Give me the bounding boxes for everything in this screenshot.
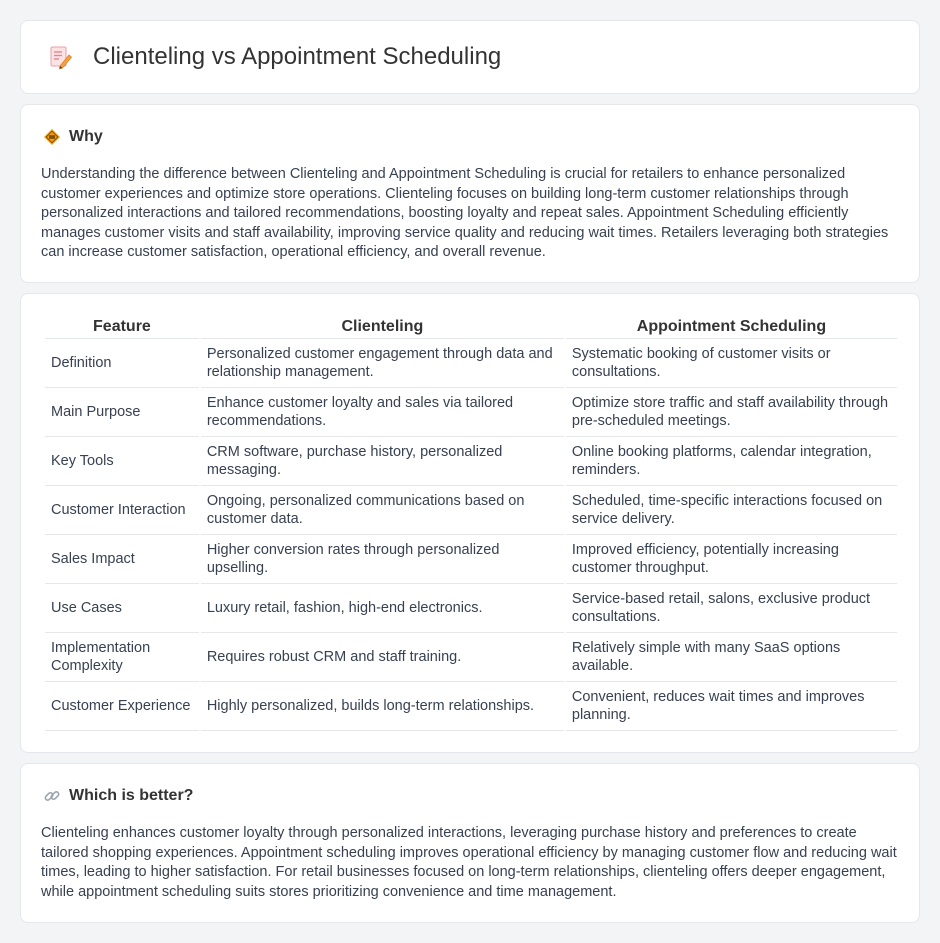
feature-cell: Customer Interaction — [45, 486, 199, 535]
why-card — [20, 104, 920, 283]
link-icon — [43, 787, 61, 805]
diamond-sign-icon — [43, 128, 61, 146]
clienteling-cell: Higher conversion rates through personalized upselling. — [201, 535, 564, 584]
feature-cell: Main Purpose — [45, 388, 199, 437]
better-heading: Which is better? — [69, 787, 194, 804]
table-row — [45, 437, 897, 486]
why-body: Understanding the difference between Clienteling and Appointment Scheduling is crucial for retailers to enhance personalized customer experiences and optimize store operations. Clienteling focuses on building long-term customer relationships through personalized interactions and tailored recommendations, boosting loyalty and repeat sales. Appointment Scheduling efficiently manages customer visits and staff availability, improving service quality and reducing wait times. Retailers leveraging both strategies can increase customer satisfaction, operational efficiency, and overall revenue. — [41, 166, 889, 261]
clienteling-cell: Luxury retail, fashion, high-end electronics. — [201, 584, 564, 633]
better-card — [20, 763, 920, 923]
appointment-cell: Optimize store traffic and staff availability through pre-scheduled meetings. — [566, 388, 897, 437]
comparison-table — [43, 315, 899, 731]
table-header-row — [45, 315, 897, 339]
table-row — [45, 584, 897, 633]
table-row — [45, 682, 897, 731]
appointment-cell: Improved efficiency, potentially increasing customer throughput. — [566, 535, 897, 584]
feature-cell: Implementation Complexity — [45, 633, 199, 682]
feature-cell: Sales Impact — [45, 535, 199, 584]
clienteling-cell: Ongoing, personalized communications based on customer data. — [201, 486, 564, 535]
clienteling-cell: Requires robust CRM and staff training. — [201, 633, 564, 682]
feature-cell: Definition — [45, 339, 199, 388]
appointment-cell: Service-based retail, salons, exclusive product consultations. — [566, 584, 897, 633]
clienteling-cell: Enhance customer loyalty and sales via tailored recommendations. — [201, 388, 564, 437]
table-row — [45, 388, 897, 437]
appointment-cell: Convenient, reduces wait times and improves planning. — [566, 682, 897, 731]
why-heading-row — [43, 128, 103, 146]
page-title: Clienteling vs Appointment Scheduling — [93, 43, 502, 70]
appointment-cell: Scheduled, time-specific interactions focused on service delivery. — [566, 486, 897, 535]
title-card — [20, 20, 920, 94]
table-row — [45, 339, 897, 388]
table-row — [45, 486, 897, 535]
better-body: Clienteling enhances customer loyalty through personalized interactions, leveraging purchase history and preferences to create tailored shopping experiences. Appointment scheduling improves operational efficiency by managing customer flow and reducing wait times, leading to higher satisfaction. For retail businesses focused on long-term relationships, clienteling offers deeper engagement, while appointment scheduling suits stores prioritizing convenience and time management. — [41, 825, 897, 900]
comparison-card — [20, 293, 920, 753]
feature-cell: Use Cases — [45, 584, 199, 633]
appointment-cell: Systematic booking of customer visits or consultations. — [566, 339, 897, 388]
table-row — [45, 633, 897, 682]
appointment-cell: Relatively simple with many SaaS options available. — [566, 633, 897, 682]
feature-cell: Key Tools — [45, 437, 199, 486]
clienteling-cell: CRM software, purchase history, personalized messaging. — [201, 437, 564, 486]
document-edit-icon — [47, 44, 73, 70]
column-header: Feature — [45, 315, 199, 339]
column-header: Clienteling — [201, 315, 564, 339]
title-row — [21, 21, 919, 93]
feature-cell: Customer Experience — [45, 682, 199, 731]
column-header: Appointment Scheduling — [566, 315, 897, 339]
table-row — [45, 535, 897, 584]
clienteling-cell: Highly personalized, builds long-term relationships. — [201, 682, 564, 731]
clienteling-cell: Personalized customer engagement through data and relationship management. — [201, 339, 564, 388]
why-heading: Why — [69, 128, 103, 145]
better-heading-row — [43, 787, 193, 805]
appointment-cell: Online booking platforms, calendar integration, reminders. — [566, 437, 897, 486]
